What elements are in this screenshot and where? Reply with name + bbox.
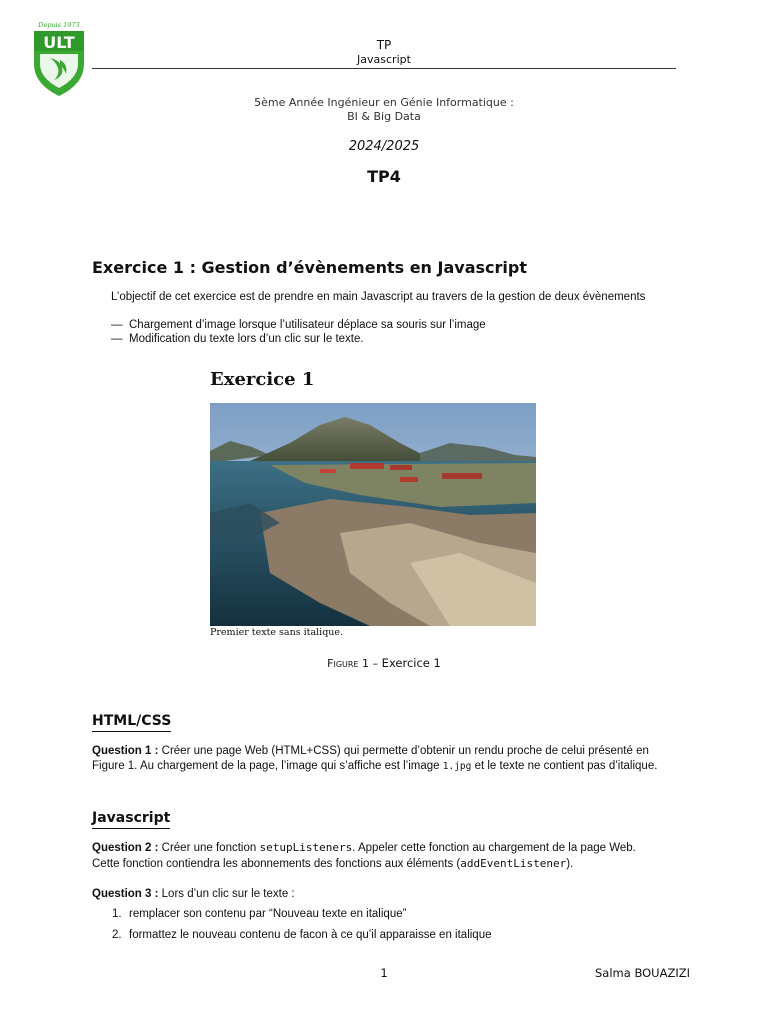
question-2 xyxy=(92,840,682,872)
question-1-code: 1.jpg xyxy=(442,761,472,772)
header-subtitle: Javascript xyxy=(357,53,411,66)
question-1-label: Question 1 : xyxy=(92,745,159,757)
question-2-code-b: addEventListener xyxy=(460,857,567,870)
question-3 xyxy=(92,887,682,902)
academic-year: 2024/2025 xyxy=(348,139,420,154)
header-title: TP xyxy=(376,38,392,52)
logo-letters: ULT xyxy=(43,33,75,52)
logo-tagline: Depuis 1973 xyxy=(38,21,80,29)
section-js-title: Javascript xyxy=(92,810,170,829)
exercise-title: Exercice 1 : Gestion d’évènements en Javascript xyxy=(92,258,527,277)
tp-label: TP4 xyxy=(367,167,401,186)
question-2-code-a: setupListeners xyxy=(259,841,353,854)
section-html-title: HTML/CSS xyxy=(92,713,171,732)
ult-logo xyxy=(30,20,88,98)
question-3-label: Question 3 : xyxy=(92,888,159,900)
header-rule xyxy=(92,68,676,69)
bullet-text: Modification du texte lors d’un clic sur le texte. xyxy=(129,333,364,345)
question-2-text-a: Créer une fonction xyxy=(161,842,257,854)
list-item-text: remplacer son contenu par “Nouveau texte en italique” xyxy=(129,908,407,920)
bullet-text: Chargement d’image lorsque l’utilisateur déplace sa souris sur l’image xyxy=(129,319,486,331)
question-1-text-b: Figure 1. Au chargement de la page, l’image qui s’affiche est l’image xyxy=(92,760,440,772)
footer-author: Salma BOUAZIZI xyxy=(595,966,691,980)
figure-heading: Exercice 1 xyxy=(210,369,315,390)
list-item-number: 2. xyxy=(112,929,122,941)
bullet-item xyxy=(111,333,364,345)
list-item-number: 1. xyxy=(112,908,122,920)
question-3-text: Lors d’un clic sur le texte : xyxy=(161,888,295,900)
list-item xyxy=(112,908,406,920)
program-line-2: BI & Big Data xyxy=(347,110,421,123)
bullet-item xyxy=(111,319,486,331)
list-item xyxy=(112,929,492,941)
question-2-label: Question 2 : xyxy=(92,842,159,854)
question-2-text-c: Cette fonction contiendra les abonnements des fonctions aux éléments ( xyxy=(92,858,461,870)
program-line-1: 5ème Année Ingénieur en Génie Informatique : xyxy=(254,96,514,109)
page-number: 1 xyxy=(380,966,388,980)
figure-caption xyxy=(0,656,768,670)
ult-shield-icon xyxy=(30,20,88,98)
question-1-text-c: et le texte ne contient pas d’italique. xyxy=(474,760,658,772)
bullet-dash: — xyxy=(111,333,123,345)
figure-label: Figure 1 – xyxy=(327,657,379,670)
figure-caption-text: Exercice 1 xyxy=(381,656,441,670)
question-1-text-a: Créer une page Web (HTML+CSS) qui permette d’obtenir un rendu proche de celui présenté en xyxy=(161,745,649,757)
list-item-text: formattez le nouveau contenu de facon à ce qu’il apparaisse en italique xyxy=(129,929,492,941)
bullet-dash: — xyxy=(111,319,123,331)
landscape-photo xyxy=(210,403,536,626)
exercise-intro: L’objectif de cet exercice est de prendre en main Javascript au travers de la gestion de deux évènements xyxy=(111,291,646,303)
question-2-text-b: . Appeler cette fonction au chargement de la page Web. xyxy=(352,842,636,854)
question-2-text-d: ). xyxy=(566,858,574,870)
question-1 xyxy=(92,744,682,774)
photo-caption: Premier texte sans italique. xyxy=(210,627,344,638)
